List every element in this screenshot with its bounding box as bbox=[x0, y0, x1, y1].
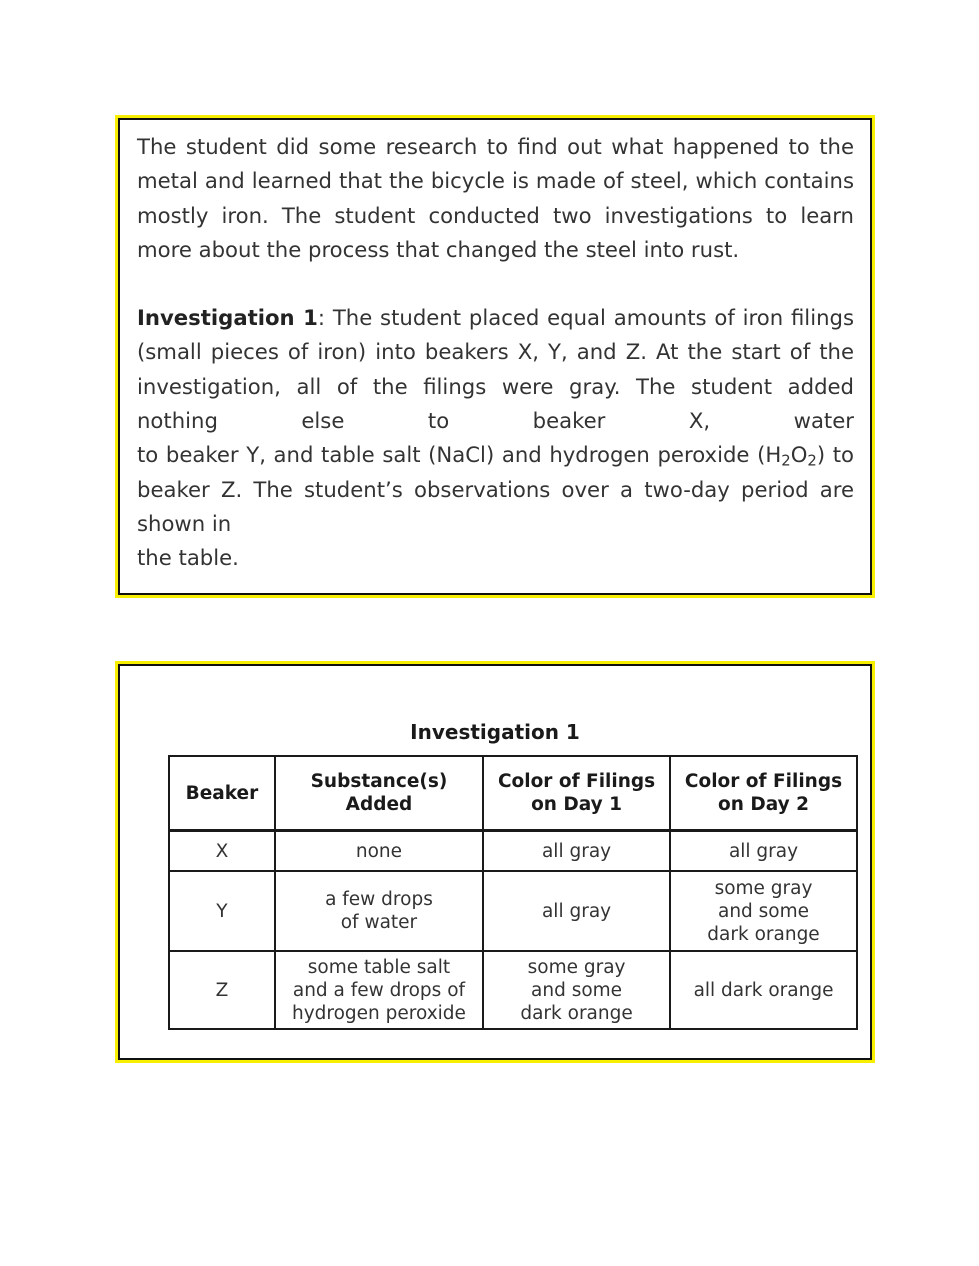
header-substances bbox=[275, 756, 483, 831]
cell-day1 bbox=[483, 831, 670, 872]
investigation-description: The student placed equal amounts of iron filings (small pieces of iron) into beakers X, Y, and Z. At the start of the investigation, all of the filings were gray. The student added nothing else to beaker X, water bbox=[137, 305, 854, 434]
header-day1-line-2: on Day 1 bbox=[531, 794, 623, 815]
table-row-x bbox=[169, 831, 857, 872]
passage-text bbox=[120, 120, 870, 576]
observations-text: ) to beaker Z. The student’s observations over a two-day period are shown in bbox=[137, 442, 854, 536]
header-day2-line-2: on Day 2 bbox=[718, 794, 809, 815]
cell-day1-line: dark orange bbox=[520, 1002, 633, 1024]
cell-day2 bbox=[670, 951, 857, 1029]
cell-day1-line: some gray bbox=[527, 956, 626, 978]
cell-day1-line: and some bbox=[531, 979, 623, 1001]
header-day2-line-1: Color of Filings bbox=[684, 771, 843, 792]
investigation-table bbox=[168, 755, 858, 1030]
investigation-colon: : bbox=[317, 305, 325, 331]
cell-beaker: Y bbox=[169, 871, 275, 951]
o-subscript: 2 bbox=[807, 453, 817, 471]
cell-substance-line: and a few drops of bbox=[292, 979, 466, 1001]
passage-paragraph-2 bbox=[137, 301, 854, 438]
cell-substance bbox=[275, 871, 483, 951]
cell-substance-line: some table salt bbox=[307, 956, 451, 978]
cell-substance-line: a few drops bbox=[325, 889, 433, 910]
cell-day1 bbox=[483, 871, 670, 951]
passage-paragraph-1: The student did some research to find out what happened to the metal and learned that the bicycle is made of steel, which contains mostly iron. The student conducted two investigations to learn more about the process that changed the steel into rust. bbox=[137, 134, 854, 262]
cell-day1-line: all gray bbox=[541, 900, 612, 922]
header-beaker-line: Beaker bbox=[185, 782, 259, 804]
header-substances-line-1: Substance(s) bbox=[310, 771, 448, 792]
cell-day1-line: all gray bbox=[541, 840, 612, 862]
passage-paragraph-4: the table. bbox=[137, 545, 239, 571]
cell-substance-line: of water bbox=[340, 912, 418, 933]
table-box bbox=[115, 661, 875, 1063]
cell-day2-line: all dark orange bbox=[693, 979, 834, 1001]
h-subscript: 2 bbox=[781, 453, 791, 471]
header-beaker bbox=[169, 756, 275, 831]
table-box-inner bbox=[118, 664, 872, 1060]
passage-box bbox=[115, 115, 875, 598]
cell-day1 bbox=[483, 951, 670, 1029]
header-day1 bbox=[483, 756, 670, 831]
cell-day2-line: dark orange bbox=[707, 923, 820, 945]
cell-beaker: Z bbox=[169, 951, 275, 1029]
cell-day2-line: some gray bbox=[714, 877, 813, 899]
cell-day2-line: and some bbox=[717, 900, 810, 922]
cell-substance-line: none bbox=[355, 840, 403, 862]
beaker-yz-text: to beaker Y, and table salt (NaCl) and hydrogen peroxide (H bbox=[137, 442, 782, 468]
passage-box-inner bbox=[118, 118, 872, 595]
table-row-y bbox=[169, 871, 857, 951]
table-title: Investigation 1 bbox=[410, 720, 580, 744]
passage-paragraph-3 bbox=[137, 438, 854, 541]
o-letter: O bbox=[790, 442, 808, 468]
cell-substance bbox=[275, 831, 483, 872]
header-day1-line-1: Color of Filings bbox=[497, 771, 656, 792]
header-day2 bbox=[670, 756, 857, 831]
cell-substance-line: hydrogen peroxide bbox=[291, 1002, 466, 1024]
cell-day2-line: all gray bbox=[728, 840, 799, 862]
header-substances-line-2: Added bbox=[345, 794, 413, 815]
cell-day2 bbox=[670, 831, 857, 872]
table-row-z bbox=[169, 951, 857, 1029]
cell-day2 bbox=[670, 871, 857, 951]
paragraph-gap bbox=[137, 267, 854, 301]
table-header-row bbox=[169, 756, 857, 831]
cell-substance bbox=[275, 951, 483, 1029]
investigation-label: Investigation 1 bbox=[137, 305, 318, 331]
cell-beaker: X bbox=[169, 831, 275, 872]
